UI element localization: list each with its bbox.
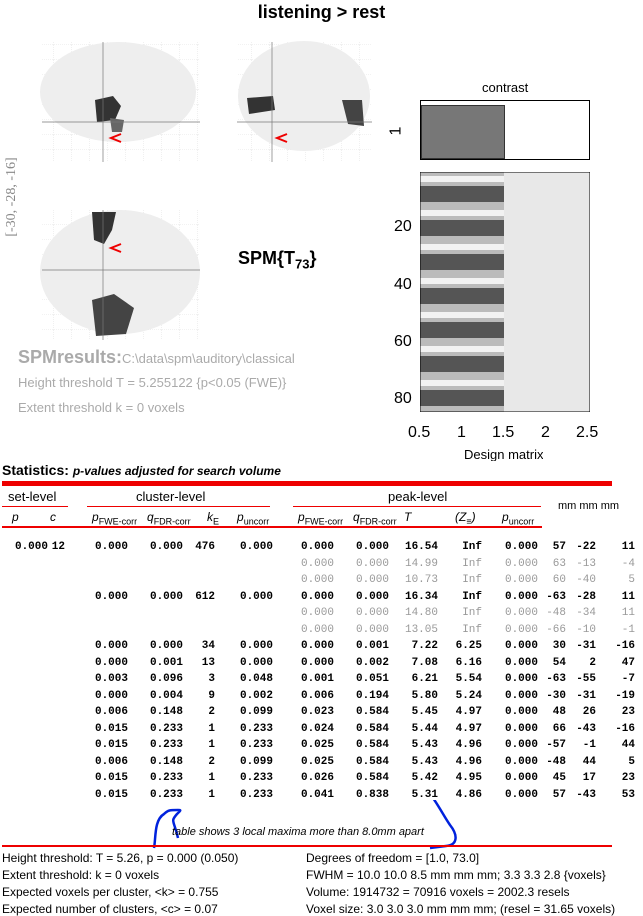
dm-gap xyxy=(420,210,504,216)
dm-gap xyxy=(420,346,504,352)
z-mm-cell: 23 xyxy=(621,706,635,718)
cluster-punc-cell: 0.099 xyxy=(239,755,273,768)
x-mm-cell: 66 xyxy=(552,722,566,735)
peak-z-cell: Inf xyxy=(462,607,482,619)
peak-t-cell: 7.08 xyxy=(411,656,438,669)
dm-gap xyxy=(420,380,504,386)
statistics-subtitle: p-values adjusted for search volume xyxy=(72,464,281,478)
footer-expected-voxels: Expected voxels per cluster, <k> = 0.755 xyxy=(2,885,219,899)
y-mm-cell: -1 xyxy=(582,739,596,751)
peak-pfwe-cell: 0.000 xyxy=(300,557,334,570)
peak-qfdr-cell: 0.584 xyxy=(355,739,389,751)
results-label: SPMresults: xyxy=(18,347,123,367)
peak-t-cell: 5.80 xyxy=(411,689,438,702)
footer-height-threshold: Height threshold: T = 5.26, p = 0.000 (0.050) xyxy=(2,851,239,865)
stat-close: } xyxy=(309,248,317,268)
footer-dof: Degrees of freedom = [1.0, 73.0] xyxy=(306,851,480,865)
z-mm-cell: 47 xyxy=(621,656,635,669)
x-mm-cell: -48 xyxy=(546,607,566,619)
peak-z-cell: Inf xyxy=(462,590,482,603)
peak-pfwe-cell: 0.000 xyxy=(300,607,334,619)
cluster-qfdr-cell: 0.001 xyxy=(149,656,183,669)
z-mm-cell: 5 xyxy=(628,755,635,768)
cluster-punc-cell: 0.000 xyxy=(239,640,273,652)
footer-fwhm: FWHM = 10.0 10.0 8.5 mm mm mm; 3.3 3.3 2.8 {voxels} xyxy=(306,868,606,882)
peak-t-cell: 10.73 xyxy=(404,574,438,586)
peak-pfwe-cell: 0.000 xyxy=(300,590,334,603)
cluster-pfwe-cell: 0.000 xyxy=(94,640,128,652)
peak-pfwe-cell: 0.000 xyxy=(300,656,334,669)
peak-qfdr-cell: 0.000 xyxy=(355,590,389,603)
z-mm-cell: -4 xyxy=(621,557,635,570)
peak-z-cell: Inf xyxy=(462,541,482,553)
dm-xtick: 2 xyxy=(541,424,550,441)
mm-header: mm mm mm xyxy=(558,500,620,512)
footer-volume: Volume: 1914732 = 70916 voxels = 2002.3 resels xyxy=(306,885,570,899)
peak-t-cell: 16.34 xyxy=(404,590,438,603)
cluster-ke-cell: 9 xyxy=(208,689,215,702)
cluster-ke-cell: 1 xyxy=(208,772,215,784)
x-mm-cell: -48 xyxy=(546,755,566,768)
y-mm-cell: 17 xyxy=(582,772,596,784)
x-mm-cell: 54 xyxy=(552,656,566,669)
y-mm-cell: -43 xyxy=(576,788,596,801)
cluster-pfwe-cell: 0.003 xyxy=(94,673,128,685)
cluster-qfdr-cell: 0.233 xyxy=(149,788,183,801)
column-header-sub: E xyxy=(213,516,220,527)
footer-extent-threshold: Extent threshold: k = 0 voxels xyxy=(2,868,160,882)
z-mm-cell: -1 xyxy=(621,623,635,636)
footer-voxel-size: Voxel size: 3.0 3.0 3.0 mm mm mm; (resel = 31.65 voxels) xyxy=(306,902,616,916)
column-header-main: p xyxy=(298,510,305,524)
peak-qfdr-cell: 0.051 xyxy=(355,673,389,685)
dm-xtick: 1.5 xyxy=(492,424,515,441)
table-row[interactable] xyxy=(0,723,643,739)
y-mm-cell: -40 xyxy=(576,574,596,586)
cluster-qfdr-cell: 0.148 xyxy=(149,755,183,768)
column-header-main: q xyxy=(353,510,360,524)
column-header-sub: uncorr xyxy=(508,516,535,527)
peak-level-header: peak-level xyxy=(388,489,448,504)
peak-z-cell: Inf xyxy=(462,574,482,586)
column-header-main: p xyxy=(237,510,244,524)
footer-expected-clusters: Expected number of clusters, <c> = 0.07 xyxy=(2,902,218,916)
y-mm-cell: 44 xyxy=(582,755,596,768)
column-header xyxy=(298,510,343,526)
peak-punc-cell: 0.000 xyxy=(504,640,538,652)
peak-t-cell: 6.21 xyxy=(411,673,438,685)
dm-gap xyxy=(420,176,504,182)
peak-pfwe-cell: 0.000 xyxy=(300,640,334,652)
column-header-main: c xyxy=(50,510,56,524)
dm-xtick: 1 xyxy=(457,424,466,441)
table-row[interactable] xyxy=(0,739,643,755)
cluster-pfwe-cell: 0.015 xyxy=(94,739,128,751)
figure-title: listening > rest xyxy=(257,2,386,22)
peak-pfwe-cell: 0.023 xyxy=(300,706,334,718)
peak-z-cell: 4.97 xyxy=(455,706,482,718)
peak-qfdr-cell: 0.000 xyxy=(355,623,389,636)
dm-ytick: 20 xyxy=(394,218,412,235)
peak-qfdr-cell: 0.584 xyxy=(355,755,389,768)
z-mm-cell: -7 xyxy=(621,673,635,685)
peak-punc-cell: 0.000 xyxy=(504,739,538,751)
z-mm-cell: 5 xyxy=(628,574,635,586)
column-header: $(Z_\equiv)$ xyxy=(455,510,476,527)
peak-qfdr-cell: 0.000 xyxy=(355,557,389,570)
y-mm-cell: -43 xyxy=(576,722,596,735)
peak-t-cell: 5.31 xyxy=(411,788,438,801)
dm-xtick: 0.5 xyxy=(408,424,431,441)
table-note: table shows 3 local maxima more than 8.0mm apart xyxy=(172,826,424,838)
peak-z-cell: Inf xyxy=(462,557,482,570)
peak-pfwe-cell: 0.001 xyxy=(300,673,334,685)
dm-gap xyxy=(420,244,504,250)
peak-punc-cell: 0.000 xyxy=(504,788,538,801)
peak-qfdr-cell: 0.584 xyxy=(355,772,389,784)
z-mm-cell: -16 xyxy=(615,640,635,652)
z-mm-cell: 53 xyxy=(621,788,635,801)
peak-pfwe-cell: 0.006 xyxy=(300,689,334,702)
peak-t-cell: 7.22 xyxy=(411,640,438,652)
divider xyxy=(2,845,612,847)
column-header xyxy=(147,510,191,526)
dm-block xyxy=(420,322,504,338)
table-row[interactable] xyxy=(0,541,643,557)
column-header-main: q xyxy=(147,510,154,524)
cluster-punc-cell: 0.000 xyxy=(239,541,273,553)
peak-z-cell: 4.96 xyxy=(455,739,482,751)
column-header-sub: FDR-corr xyxy=(153,516,191,527)
peak-qfdr-cell: 0.002 xyxy=(355,656,389,669)
divider xyxy=(87,506,270,507)
table-row[interactable] xyxy=(0,772,643,788)
y-mm-cell: 2 xyxy=(589,656,596,669)
column-header xyxy=(237,510,269,526)
cluster-ke-cell: 1 xyxy=(208,788,215,801)
column-header-main: p xyxy=(502,510,509,524)
cluster-punc-cell: 0.233 xyxy=(239,722,273,735)
y-mm-cell: -31 xyxy=(576,640,596,652)
peak-z-cell: Inf xyxy=(462,623,482,636)
peak-qfdr-cell: 0.000 xyxy=(355,574,389,586)
peak-t-cell: 5.44 xyxy=(411,722,438,735)
x-mm-cell: 57 xyxy=(552,541,566,553)
cluster-ke-cell: 3 xyxy=(208,673,215,685)
peak-pfwe-cell: 0.026 xyxy=(300,772,334,784)
height-threshold-text: Height threshold T = 5.255122 {p<0.05 (FWE)} xyxy=(18,375,287,390)
z-mm-cell: 23 xyxy=(621,772,635,784)
peak-qfdr-cell: 0.000 xyxy=(355,607,389,619)
x-mm-cell: -63 xyxy=(546,590,566,603)
peak-punc-cell: 0.000 xyxy=(504,541,538,553)
cluster-pfwe-cell: 0.006 xyxy=(94,706,128,718)
cluster-punc-cell: 0.233 xyxy=(239,772,273,784)
table-row[interactable] xyxy=(0,756,643,772)
table-row[interactable] xyxy=(0,624,643,640)
dm-block xyxy=(420,288,504,304)
peak-t-cell: 14.80 xyxy=(404,607,438,619)
sagittal-view xyxy=(40,42,200,162)
x-mm-cell: -57 xyxy=(546,739,566,751)
peak-z-cell: 4.96 xyxy=(455,755,482,768)
peak-qfdr-cell: 0.584 xyxy=(355,722,389,735)
table-row[interactable] xyxy=(0,558,643,574)
dm-gap xyxy=(420,278,504,284)
y-mm-cell: 26 xyxy=(582,706,596,718)
z-mm-cell: 11 xyxy=(621,541,635,553)
peak-pfwe-cell: 0.000 xyxy=(300,541,334,553)
dm-ytick: 80 xyxy=(394,390,412,407)
stat-base: SPM{T xyxy=(238,248,296,268)
column-header xyxy=(92,510,137,526)
peak-punc-cell: 0.000 xyxy=(504,722,538,735)
z-mm-cell: 44 xyxy=(621,739,635,751)
dm-block xyxy=(420,356,504,372)
peak-pfwe-cell: 0.025 xyxy=(300,755,334,768)
cluster-qfdr-cell: 0.000 xyxy=(149,640,183,652)
set-c-cell: 12 xyxy=(51,541,65,553)
y-mm-cell: -10 xyxy=(576,623,596,636)
table-row[interactable] xyxy=(0,574,643,590)
peak-pfwe-cell: 0.000 xyxy=(300,574,334,586)
cluster-ke-cell: 1 xyxy=(208,722,215,735)
coronal-view xyxy=(237,41,372,162)
contrast-plot xyxy=(420,100,590,160)
peak-pfwe-cell: 0.041 xyxy=(300,788,334,801)
cluster-ke-cell: 1 xyxy=(208,739,215,751)
column-header-main: k xyxy=(207,510,213,524)
peak-z-cell: 6.25 xyxy=(455,640,482,652)
cluster-pfwe-cell: 0.006 xyxy=(94,755,128,768)
peak-punc-cell: 0.000 xyxy=(504,689,538,702)
peak-qfdr-cell: 0.000 xyxy=(355,541,389,553)
cluster-qfdr-cell: 0.000 xyxy=(149,590,183,603)
cluster-punc-cell: 0.000 xyxy=(239,590,273,603)
x-mm-cell: -63 xyxy=(546,673,566,685)
peak-z-cell: 5.24 xyxy=(455,689,482,702)
peak-t-cell: 5.45 xyxy=(411,706,438,718)
statistics-title xyxy=(2,462,281,478)
cluster-punc-cell: 0.233 xyxy=(239,739,273,751)
cluster-punc-cell: 0.048 xyxy=(239,673,273,685)
cluster-qfdr-cell: 0.233 xyxy=(149,772,183,784)
table-row[interactable] xyxy=(0,607,643,623)
column-header-sub: FWE-corr xyxy=(98,516,138,527)
peak-punc-cell: 0.000 xyxy=(504,673,538,685)
cluster-qfdr-cell: 0.096 xyxy=(149,673,183,685)
design-matrix xyxy=(420,172,590,412)
peak-qfdr-cell: 0.838 xyxy=(355,788,389,801)
x-mm-cell: 45 xyxy=(552,772,566,784)
results-path: C:\data\spm\auditory\classical xyxy=(122,351,295,366)
contrast-label: contrast xyxy=(482,80,529,95)
statistics-label: Statistics: xyxy=(2,462,69,478)
divider xyxy=(2,506,68,507)
peak-punc-cell: 0.000 xyxy=(504,706,538,718)
x-mm-cell: -30 xyxy=(546,689,566,702)
x-mm-cell: 57 xyxy=(552,788,566,801)
y-mm-cell: -34 xyxy=(576,607,596,619)
peak-t-cell: 16.54 xyxy=(404,541,438,553)
z-mm-cell: 11 xyxy=(621,607,635,619)
x-mm-cell: -66 xyxy=(546,623,566,636)
cursor-coordinates: [-30, -28, -16] xyxy=(4,157,19,237)
column-header xyxy=(404,510,411,526)
dm-xlabel: Design matrix xyxy=(464,447,544,461)
peak-t-cell: 5.43 xyxy=(411,755,438,768)
x-mm-cell: 48 xyxy=(552,706,566,718)
peak-punc-cell: 0.000 xyxy=(504,623,538,636)
z-mm-cell: -19 xyxy=(615,689,635,702)
peak-punc-cell: 0.000 xyxy=(504,607,538,619)
cluster-ke-cell: 476 xyxy=(195,541,215,553)
table-row[interactable] xyxy=(0,657,643,673)
dm-ytick: 40 xyxy=(394,276,412,293)
peak-z-cell: 4.95 xyxy=(455,772,482,784)
peak-pfwe-cell: 0.000 xyxy=(300,623,334,636)
spm-results-path xyxy=(18,347,295,368)
peak-z-cell: 4.86 xyxy=(455,788,482,801)
set-level-header: set-level xyxy=(8,489,57,504)
annotation-brackets xyxy=(140,800,480,850)
y-mm-cell: -55 xyxy=(576,673,596,685)
column-header-main: p xyxy=(92,510,99,524)
peak-qfdr-cell: 0.001 xyxy=(355,640,389,652)
dm-xtick: 2.5 xyxy=(576,424,599,441)
table-row[interactable] xyxy=(0,640,643,656)
column-header-sub: ≡ xyxy=(466,516,472,527)
cluster-punc-cell: 0.002 xyxy=(239,689,273,702)
column-header-main: T xyxy=(404,510,412,524)
column-header xyxy=(50,510,56,526)
cluster-ke-cell: 612 xyxy=(195,590,215,603)
cluster-ke-cell: 2 xyxy=(208,706,215,718)
cluster-punc-cell: 0.000 xyxy=(239,656,273,669)
peak-z-cell: 4.97 xyxy=(455,722,482,735)
cluster-qfdr-cell: 0.148 xyxy=(149,706,183,718)
divider xyxy=(2,526,542,528)
peak-z-cell: 5.54 xyxy=(455,673,482,685)
cluster-punc-cell: 0.233 xyxy=(239,788,273,801)
cluster-pfwe-cell: 0.015 xyxy=(94,722,128,735)
cluster-pfwe-cell: 0.000 xyxy=(94,689,128,702)
cluster-pfwe-cell: 0.000 xyxy=(94,656,128,669)
column-header-sub: FDR-corr xyxy=(359,516,397,527)
x-mm-cell: 63 xyxy=(552,557,566,570)
axial-view xyxy=(40,210,200,340)
dm-block xyxy=(420,186,504,202)
cluster-pfwe-cell: 0.015 xyxy=(94,788,128,801)
peak-punc-cell: 0.000 xyxy=(504,755,538,768)
column-header xyxy=(207,510,219,526)
set-p-cell: 0.000 xyxy=(14,541,48,553)
x-mm-cell: 30 xyxy=(552,640,566,652)
table-row[interactable] xyxy=(0,591,643,607)
cluster-ke-cell: 34 xyxy=(201,640,215,652)
statistic-label xyxy=(238,248,317,272)
peak-pfwe-cell: 0.024 xyxy=(300,722,334,735)
column-header-sub: FWE-corr xyxy=(304,516,344,527)
cluster-qfdr-cell: 0.233 xyxy=(149,739,183,751)
column-header-sub: uncorr xyxy=(243,516,270,527)
column-header xyxy=(12,510,19,526)
dm-block xyxy=(420,390,504,406)
peak-punc-cell: 0.000 xyxy=(504,557,538,570)
extent-threshold-text: Extent threshold k = 0 voxels xyxy=(18,400,185,415)
cluster-pfwe-cell: 0.000 xyxy=(94,590,128,603)
contrast-bar xyxy=(421,105,505,159)
cluster-qfdr-cell: 0.233 xyxy=(149,722,183,735)
peak-punc-cell: 0.000 xyxy=(504,772,538,784)
peak-t-cell: 5.42 xyxy=(411,772,438,784)
peak-pfwe-cell: 0.025 xyxy=(300,739,334,751)
peak-qfdr-cell: 0.584 xyxy=(355,706,389,718)
x-mm-cell: 60 xyxy=(552,574,566,586)
dm-ytick: 60 xyxy=(394,333,412,350)
y-mm-cell: -31 xyxy=(576,689,596,702)
peak-punc-cell: 0.000 xyxy=(504,656,538,669)
dm-block xyxy=(420,220,504,236)
cluster-qfdr-cell: 0.000 xyxy=(149,541,183,553)
cluster-qfdr-cell: 0.004 xyxy=(149,689,183,702)
cluster-level-header: cluster-level xyxy=(136,489,206,504)
peak-t-cell: 13.05 xyxy=(404,623,438,636)
glass-brain-views xyxy=(0,0,420,345)
table-row[interactable] xyxy=(0,706,643,722)
column-header-main: (Z xyxy=(455,510,467,524)
cluster-pfwe-cell: 0.000 xyxy=(94,541,128,553)
column-header xyxy=(502,510,534,526)
peak-punc-cell: 0.000 xyxy=(504,590,538,603)
peak-qfdr-cell: 0.194 xyxy=(355,689,389,702)
peak-t-cell: 5.43 xyxy=(411,739,438,751)
y-mm-cell: -13 xyxy=(576,557,596,570)
cluster-pfwe-cell: 0.015 xyxy=(94,772,128,784)
dm-gap xyxy=(420,312,504,318)
cluster-ke-cell: 13 xyxy=(201,656,215,669)
table-row[interactable] xyxy=(0,673,643,689)
z-mm-cell: -16 xyxy=(615,722,635,735)
dm-block xyxy=(420,254,504,270)
peak-punc-cell: 0.000 xyxy=(504,574,538,586)
column-header-main: p xyxy=(12,510,19,524)
y-mm-cell: -22 xyxy=(576,541,596,553)
column-header xyxy=(353,510,397,526)
peak-t-cell: 14.99 xyxy=(404,557,438,570)
divider xyxy=(293,506,541,507)
z-mm-cell: 11 xyxy=(621,590,635,603)
cluster-ke-cell: 2 xyxy=(208,755,215,768)
cluster-punc-cell: 0.099 xyxy=(239,706,273,718)
y-mm-cell: -28 xyxy=(576,590,596,603)
contrast-ytick: 1 xyxy=(387,126,405,136)
table-row[interactable] xyxy=(0,690,643,706)
divider xyxy=(2,481,612,486)
peak-z-cell: 6.16 xyxy=(455,656,482,669)
stat-df: 73 xyxy=(295,256,310,272)
